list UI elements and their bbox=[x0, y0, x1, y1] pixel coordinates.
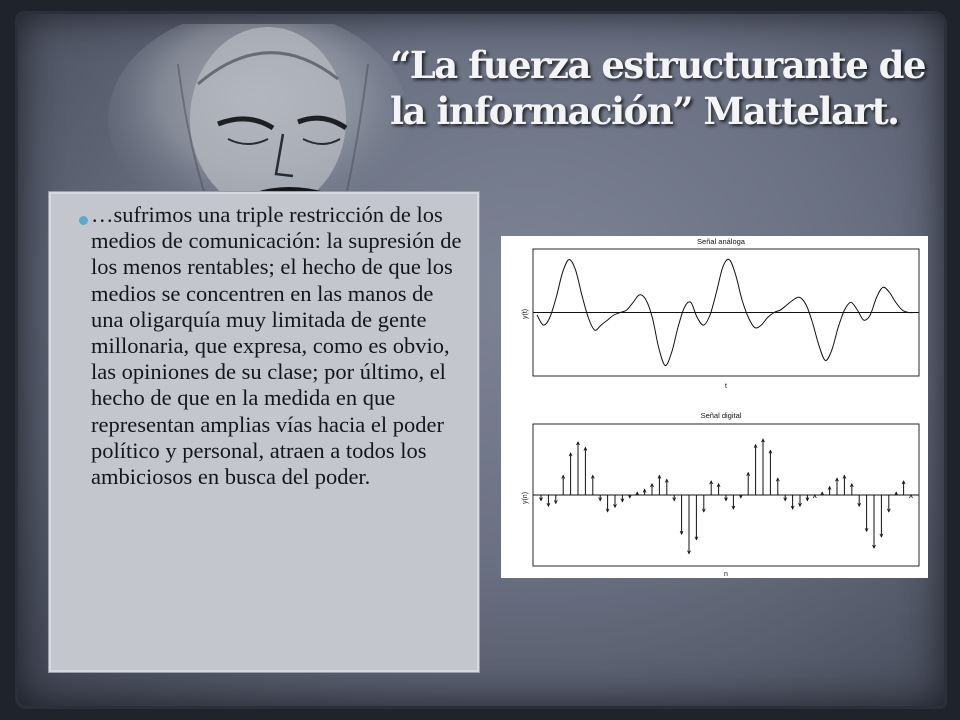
digital-stem-head bbox=[813, 495, 816, 498]
digital-stem-head bbox=[910, 495, 913, 498]
bullet-dot-icon bbox=[79, 216, 88, 225]
analog-chart-title: Señal análoga bbox=[697, 237, 745, 246]
analog-xlabel: t bbox=[725, 383, 727, 390]
signal-charts bbox=[501, 236, 928, 578]
slide bbox=[18, 14, 944, 706]
signal-figure bbox=[501, 236, 928, 578]
title-line-2: la información” Mattelart. bbox=[390, 89, 899, 133]
slide-title bbox=[390, 42, 944, 134]
title-line-1: “La fuerza estructurante de bbox=[390, 43, 926, 87]
text-box bbox=[49, 192, 479, 672]
digital-ylabel: y(n) bbox=[522, 491, 529, 505]
analog-ylabel: y(t) bbox=[522, 308, 529, 320]
analog-series bbox=[533, 259, 919, 365]
digital-chart-title: Señal digital bbox=[700, 411, 742, 420]
digital-xlabel: n bbox=[724, 571, 728, 578]
bullet-text: …sufrimos una triple restricción de los medios de comunicación: la supresión de los menos rentables; el hecho de que los medios se concentren en las manos de una oligarquía muy limitada de gente millonaria, que expresa, como es obvio, las opiniones de su clase; por último, el hecho de que en la medida en que representan amplias vías hacia el poder político y personal, atraen a todos los ambiciosos en busca del poder. bbox=[91, 202, 462, 490]
author-portrait bbox=[88, 24, 408, 214]
digital-series bbox=[533, 439, 919, 553]
